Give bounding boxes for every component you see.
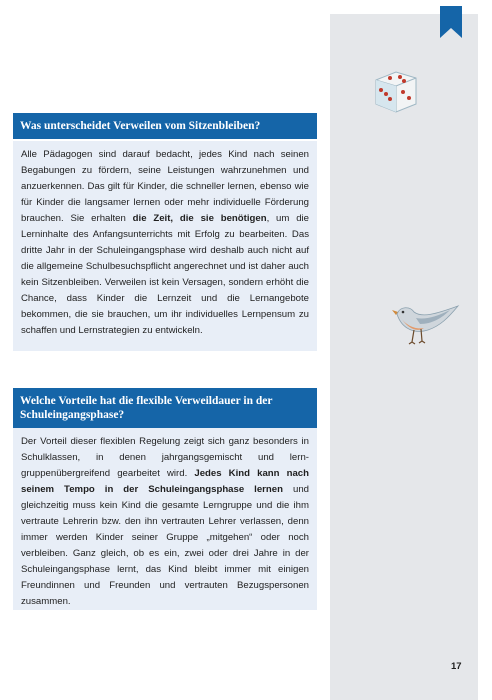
paragraph-text: Alle Pädagogen sind darauf bedacht, jedes Kind nach seinen Begabungen zu fördern, seine Leistungen wahrzunehmen und anzuerkennen. Das gilt für Kinder, die schneller lernen, ebenso wie für Kinder die langsamer lernen oder mehr individuelle Förderung brauchen. Sie erhalten — [21, 149, 309, 224]
section-heading-vorteile — [13, 388, 317, 428]
section-heading-sitzenbleiben — [13, 113, 317, 139]
bird-icon — [388, 296, 464, 348]
emphasis-text: die Zeit, die sie benötigen — [132, 213, 267, 224]
bookmark-icon — [440, 6, 462, 38]
heading-text: Welche Vorteile hat die flexible Verweildauer in der Schuleingangsphase? — [20, 395, 273, 421]
paragraph-text: und gleichzeitig muss kein Kind die gesamte Lerngruppe und die ihm vertraute Lehrerin bzw. den ihn vertrauten Lehrer verlassen, denn immer werden Kinder seiner Gruppe „mitgehen“ oder noch verbleiben. Ganz gleich, ob es ein, zwei oder drei Jahre in der Schuleingangsphase lernt, das Kind bleibt immer mit einigen Freundinnen und Freunden und vertrauten Bezugspersonen zusammen. — [21, 484, 309, 607]
paragraph-text: , um die Lerninhalte des Anfangsunterrichts mit Erfolg zu bearbeiten. Das dritte Jahr in der Schuleingangsphase wird deshalb auch nicht auf die allgemeine Schulbesuchspflicht angerechnet und ist daher auch kein Sitzenbleiben. Verweilen ist kein Versagen, sondern erhöht die Chance, dass Kinder die Lernzeit und die Lernangebote bekommen, die sie brauchen, um ihr individuelles Lernpensum zu schaffen und Lernstrategien zu entwickeln. — [21, 213, 309, 336]
section-body-sitzenbleiben — [13, 141, 317, 351]
dice-icon — [370, 64, 422, 116]
sidebar-panel — [330, 14, 478, 700]
page-number: 17 — [451, 661, 462, 672]
heading-text: Was unterscheidet Verweilen vom Sitzenbleiben? — [20, 120, 261, 132]
section-body-vorteile — [13, 428, 317, 610]
emphasis-text: Jedes Kind kann nach seinem Tempo in der Schuleingangsphase lernen — [21, 468, 309, 495]
paragraph-text: Der Vorteil dieser flexiblen Regelung zeigt sich ganz besonders in Schulklassen, in denen jahrgangsgemischt und lerngruppenübergreifend gearbeitet wird. — [21, 436, 309, 479]
